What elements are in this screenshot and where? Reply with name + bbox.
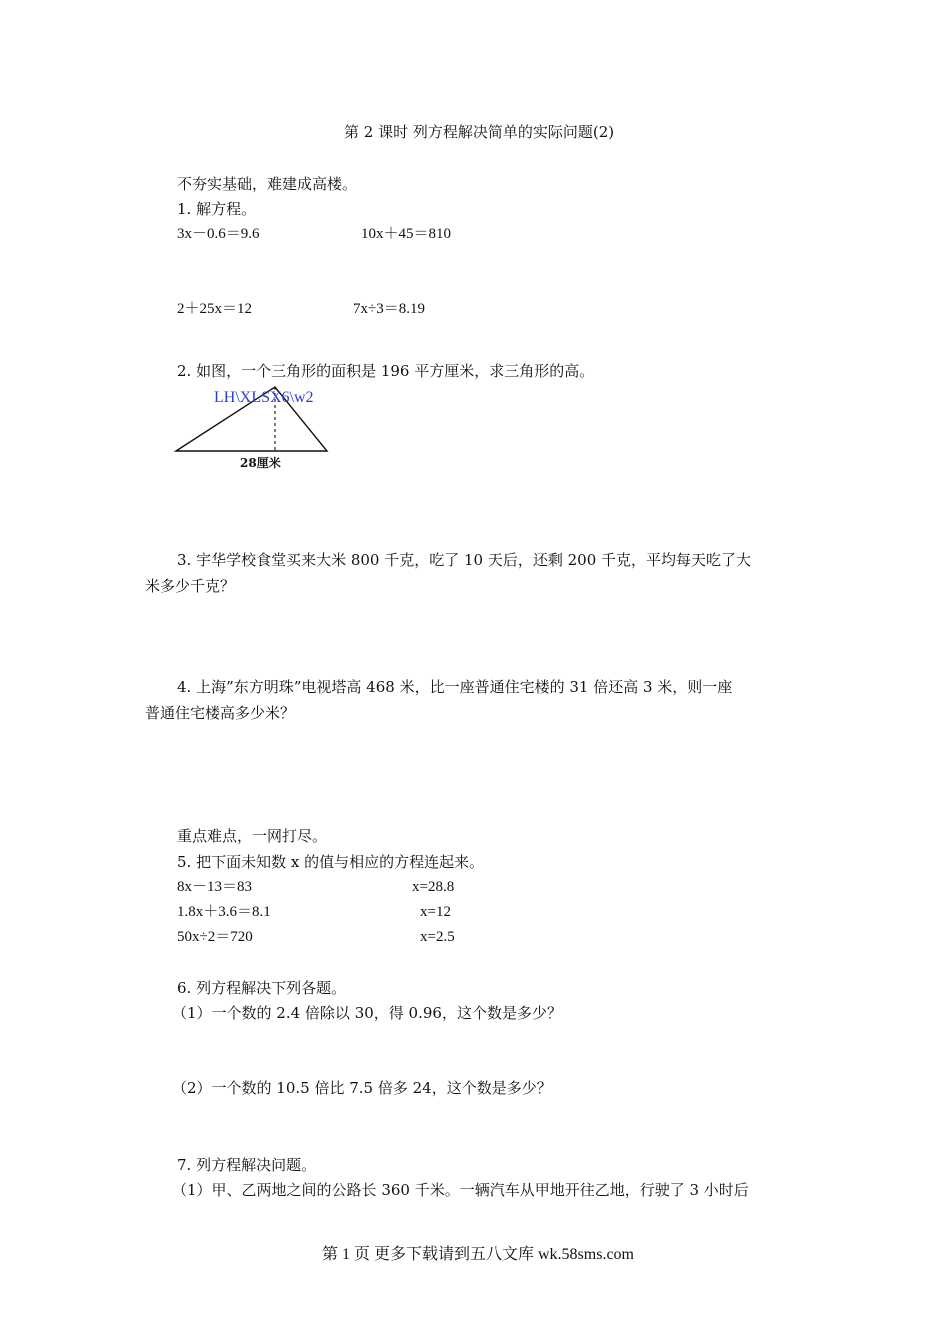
- question-2-label: 2. 如图，一个三角形的面积是 196 平方厘米，求三角形的高。: [177, 362, 595, 380]
- question-6-sub-2: （2）一个数的 10.5 倍比 7.5 倍多 24，这个数是多少？: [172, 1079, 552, 1097]
- question-7-sub-1: （1）甲、乙两地之间的公路长 360 千米。一辆汽车从甲地开往乙地，行驶了 3 小时后: [172, 1181, 749, 1199]
- match-equation-3: 50x÷2＝720: [177, 929, 253, 945]
- page-footer: 第 1 页 更多下载请到五八文库 wk.58sms.com: [322, 1246, 635, 1263]
- match-value-2: x=12: [420, 904, 451, 920]
- question-3-line-1: 3. 宇华学校食堂买来大米 800 千克，吃了 10 天后，还剩 200 千克，平均每天吃了大: [177, 551, 752, 569]
- question-6-label: 6. 列方程解决下列各题。: [177, 979, 347, 997]
- question-3-line-2: 米多少千克？: [145, 577, 236, 595]
- question-7-label: 7. 列方程解决问题。: [177, 1156, 317, 1174]
- question-5-label: 5. 把下面未知数 x 的值与相应的方程连起来。: [177, 853, 485, 871]
- question-4-line-2: 普通住宅楼高多少米？: [145, 704, 296, 722]
- match-equation-1: 8x－13＝83: [177, 879, 253, 895]
- section-heading-key-points: 重点难点，一网打尽。: [177, 827, 328, 845]
- question-6-sub-1: （1）一个数的 2.4 倍除以 30，得 0.96，这个数是多少？: [172, 1004, 562, 1022]
- equation-1: 3x－0.6＝9.6: [177, 226, 260, 242]
- match-value-3: x=2.5: [420, 929, 455, 945]
- equation-4: 7x÷3＝8.19: [353, 301, 425, 317]
- triangle-watermark: LH\XLSX6\w2: [214, 389, 314, 406]
- triangle-figure: [170, 382, 340, 474]
- triangle-base-label: 28厘米: [240, 456, 281, 470]
- page-title: 第 2 课时 列方程解决简单的实际问题(2): [344, 123, 615, 141]
- section-heading-basics: 不夯实基础，难建成高楼。: [177, 175, 358, 193]
- question-1-label: 1. 解方程。: [177, 200, 257, 218]
- question-4-line-1: 4. 上海”东方明珠”电视塔高 468 米，比一座普通住宅楼的 31 倍还高 3 米，则一座: [177, 678, 733, 696]
- equation-2: 10x＋45＝810: [361, 226, 452, 242]
- match-equation-2: 1.8x＋3.6＝8.1: [177, 904, 271, 920]
- equation-3: 2＋25x＝12: [177, 301, 253, 317]
- match-value-1: x=28.8: [412, 879, 455, 895]
